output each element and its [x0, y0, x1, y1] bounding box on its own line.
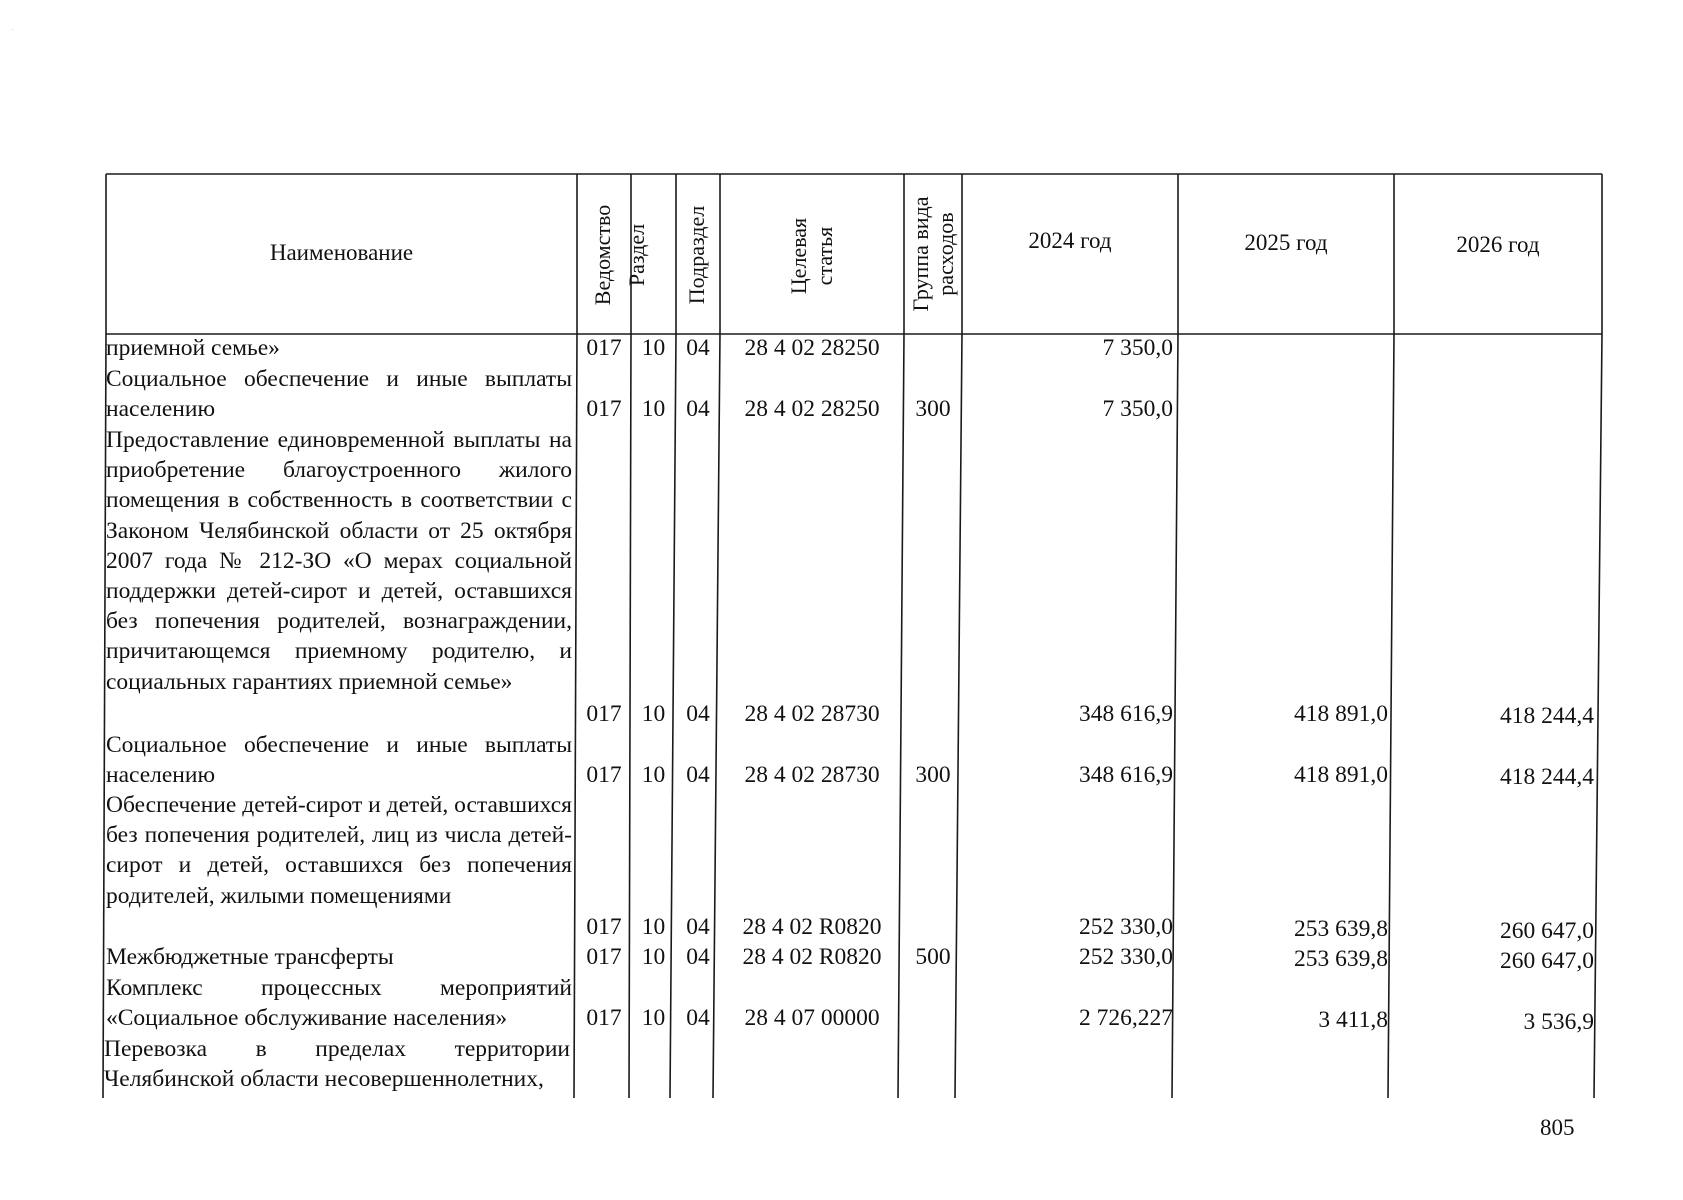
- row-gruppa: 300: [915, 396, 951, 422]
- header-celevaya-line2: статья: [812, 226, 837, 286]
- row-vedomstvo: 017: [586, 762, 622, 788]
- row-podrazdel: 04: [686, 914, 710, 940]
- row-celevaya-statya: 28 4 02 R0820: [742, 944, 882, 970]
- row-2024: 7 350,0: [1102, 396, 1173, 422]
- row-name: Социальное обеспечение и иные выплаты населению: [106, 732, 572, 789]
- row-razdel: 10: [641, 1005, 666, 1031]
- row-2026: 260 647,0: [1500, 918, 1594, 944]
- row-razdel: 10: [641, 396, 666, 422]
- row-name: Комплекс процессных мероприятий «Социальное обслуживание населения»: [106, 975, 572, 1032]
- row-2024: 348 616,9: [1079, 701, 1173, 727]
- header-razdel: Раздел: [624, 223, 649, 287]
- row-2026: 418 244,4: [1500, 764, 1594, 790]
- row-vedomstvo: 017: [586, 944, 622, 970]
- row-2025: 3 411,8: [1318, 1007, 1388, 1033]
- row-2024: 7 350,0: [1102, 335, 1173, 361]
- row-name: Предоставление единовременной выплаты на приобретение благоустроенного жилого помещения в собственность в соответствии с Законом Челябинской области от 25 октября 2007 года № 212-ЗО «О мерах социальной поддержки детей-сирот и детей, оставшихся без попечения родителей, вознаграждении, причитающемся приемному родителю, и социальных гарантиях приемной семье»: [106, 427, 572, 695]
- header-celevaya-line1: Целевая: [786, 217, 811, 295]
- header-vedomstvo: Ведомство: [590, 204, 615, 306]
- row-razdel: 10: [641, 762, 666, 788]
- row-razdel: 10: [641, 914, 666, 940]
- row-podrazdel: 04: [686, 701, 710, 727]
- row-podrazdel: 04: [686, 762, 710, 788]
- header-2024: 2024 год: [1028, 228, 1112, 253]
- row-2026: 418 244,4: [1500, 703, 1594, 729]
- row-2026: 260 647,0: [1500, 948, 1594, 974]
- row-podrazdel: 04: [686, 944, 710, 970]
- row-name: Обеспечение детей-сирот и детей, оставшихся без попечения родителей, лиц из числа детей-сирот и детей, оставшихся без попечения родителей, жилыми помещениями: [106, 792, 572, 909]
- row-razdel: 10: [641, 335, 666, 361]
- row-name: Перевозка в пределах территории Челябинской области несовершеннолетних,: [104, 1036, 570, 1093]
- header-podrazdel: Подраздел: [684, 205, 709, 305]
- row-2025: 418 891,0: [1294, 701, 1388, 727]
- header-celevaya-statya: [786, 196, 838, 316]
- row-2024: 2 726,227: [1079, 1005, 1173, 1031]
- header-gruppa-line2: расходов: [933, 212, 958, 296]
- row-celevaya-statya: 28 4 02 28730: [744, 762, 880, 788]
- header-name: Наименование: [269, 240, 414, 265]
- row-vedomstvo: 017: [586, 335, 622, 361]
- row-2024: 348 616,9: [1079, 762, 1173, 788]
- row-2024: 252 330,0: [1079, 914, 1173, 940]
- row-podrazdel: 04: [686, 335, 710, 361]
- header-2026: 2026 год: [1456, 232, 1540, 257]
- row-vedomstvo: 017: [586, 396, 622, 422]
- row-celevaya-statya: 28 4 02 28250: [744, 396, 880, 422]
- row-name: Межбюджетные трансферты: [106, 944, 394, 970]
- row-celevaya-statya: 28 4 02 28250: [744, 335, 880, 361]
- row-name: приемной семье»: [106, 335, 280, 361]
- page-number: 805: [1540, 1115, 1575, 1140]
- header-gruppa-line1: Группа вида: [908, 196, 933, 312]
- row-gruppa: 300: [915, 762, 951, 788]
- header-gruppa-vida-rashodov: [908, 184, 958, 324]
- row-2026: 3 536,9: [1523, 1009, 1594, 1035]
- row-gruppa: 500: [915, 944, 951, 970]
- row-celevaya-statya: 28 4 02 R0820: [742, 914, 882, 940]
- row-2024: 252 330,0: [1079, 944, 1173, 970]
- row-vedomstvo: 017: [586, 914, 622, 940]
- row-name: Социальное обеспечение и иные выплаты населению: [106, 366, 572, 423]
- scan-dot: .: [12, 26, 14, 32]
- row-podrazdel: 04: [686, 1005, 710, 1031]
- row-2025: 418 891,0: [1294, 762, 1388, 788]
- row-vedomstvo: 017: [586, 701, 622, 727]
- header-2025: 2025 год: [1244, 230, 1328, 255]
- row-vedomstvo: 017: [586, 1005, 622, 1031]
- row-razdel: 10: [641, 944, 666, 970]
- row-podrazdel: 04: [686, 396, 710, 422]
- row-celevaya-statya: 28 4 02 28730: [744, 701, 880, 727]
- row-2025: 253 639,8: [1294, 916, 1388, 942]
- row-razdel: 10: [641, 701, 666, 727]
- row-2025: 253 639,8: [1294, 946, 1388, 972]
- row-celevaya-statya: 28 4 07 00000: [744, 1005, 880, 1031]
